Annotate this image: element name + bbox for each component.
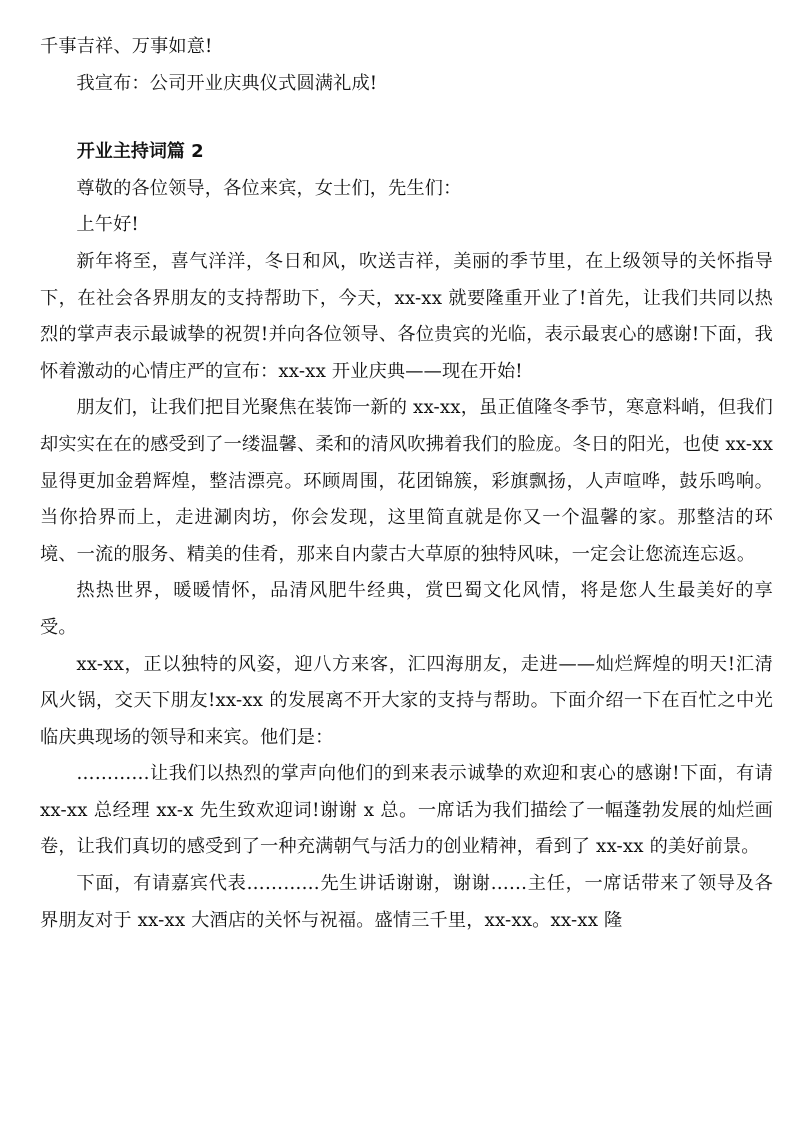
closing-line: 千事吉祥、万事如意! <box>40 36 213 57</box>
description-paragraph: 朋友们，让我们把目光聚焦在装饰一新的 xx-xx，虽正值隆冬季节，寒意料峭，但我们却实实在在的感受到了一缕温馨、柔和的清风吹拂着我们的脸庞。冬日的阳光，也使 xx-xx 显得更加金碧辉煌，整洁漂亮。环顾周围，花团锦簇，彩旗飘扬，人声喧哗，鼓乐鸣响。当你拾界而上，走进涮肉坊，你会发现，这里简直就是你又一个温馨的家。那整洁的环境、一流的服务、精美的佳肴，那来自内蒙古大草原的独特风味，一定会让您流连忘返。 <box>40 397 773 565</box>
guest-speech-paragraph: 下面，有请嘉宾代表…………先生讲话谢谢，谢谢……主任，一席话带来了领导及各界朋友对于 xx-xx 大酒店的关怀与祝福。盛情三千里，xx-xx。xx-xx 隆 <box>40 873 773 931</box>
section-spacer <box>40 102 773 134</box>
greeting: 上午好! <box>76 214 139 236</box>
document-body <box>40 29 773 939</box>
salutation: 尊敬的各位领导，各位来宾，女士们，先生们： <box>76 177 462 199</box>
section-title: 开业主持词篇 2 <box>76 141 204 163</box>
introduction-paragraph: xx-xx，正以独特的风姿，迎八方来客，汇四海朋友，走进——灿烂辉煌的明天!汇清风火锅，交天下朋友!xx-xx 的发展离不开大家的支持与帮助。下面介绍一下在百忙之中光临庆典现场的领导和来宾。他们是： <box>40 653 773 748</box>
closing-announcement: 我宣布：公司开业庆典仪式圆满礼成! <box>76 72 378 94</box>
welcome-paragraph: …………让我们以热烈的掌声向他们的到来表示诚挚的欢迎和衷心的感谢!下面，有请 xx-xx 总经理 xx-x 先生致欢迎词!谢谢 x 总。一席话为我们描绘了一幅蓬勃发展的灿烂画卷，让我们真切的感受到了一种充满朝气与活力的创业精神，看到了 xx-xx 的美好前景。 <box>40 763 773 858</box>
enjoyment-paragraph: 热热世界，暖暖情怀，品清风肥牛经典，赏巴蜀文化风情，将是您人生最美好的享受。 <box>40 580 773 638</box>
opening-paragraph: 新年将至，喜气洋洋，冬日和风，吹送吉祥，美丽的季节里，在上级领导的关怀指导下，在社会各界朋友的支持帮助下，今天，xx-xx 就要隆重开业了!首先，让我们共同以热烈的掌声表示最诚挚的祝贺!并向各位领导、各位贵宾的光临，表示最衷心的感谢!下面，我怀着激动的心情庄严的宣布：xx-xx 开业庆典——现在开始! <box>40 250 773 382</box>
